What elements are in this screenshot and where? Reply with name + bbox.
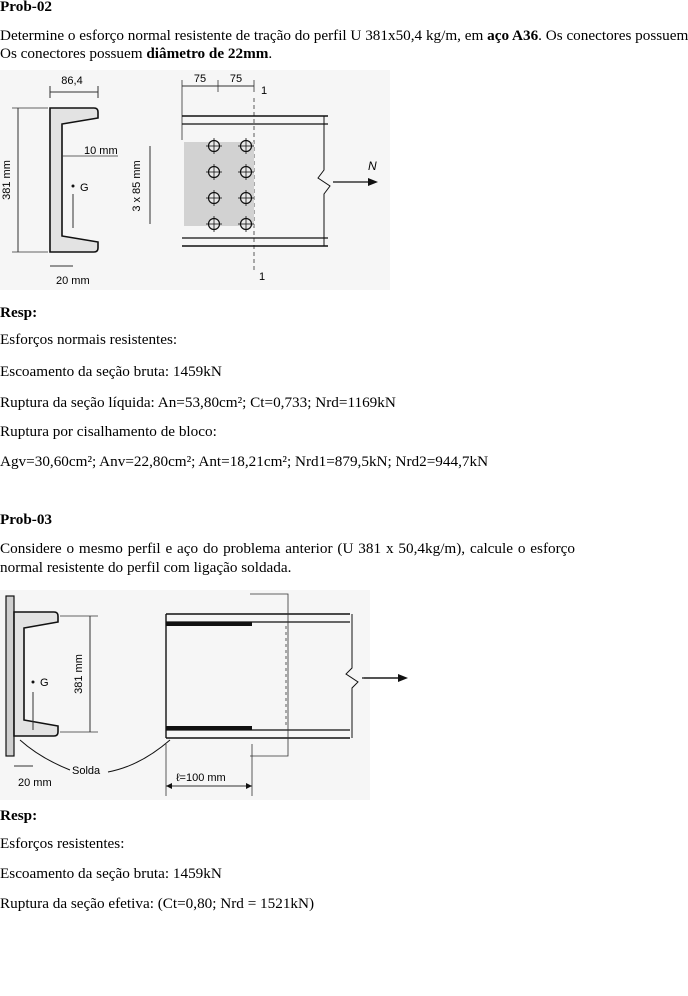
prob02-resp-line: Ruptura por cisalhamento de bloco: bbox=[0, 423, 217, 440]
prob02-channel-section-figure bbox=[0, 70, 130, 290]
dim-flange-width: 86,4 bbox=[61, 75, 83, 87]
dim-web-thickness: 10 mm bbox=[84, 145, 118, 157]
dim-bolt-spacing-2: 75 bbox=[229, 73, 243, 85]
centroid-label-2: G bbox=[40, 677, 49, 689]
prob02-title: Prob-02 bbox=[0, 0, 53, 15]
prob03-force-arrow bbox=[362, 670, 412, 686]
dim-centroid-offset-2: 20 mm bbox=[18, 777, 52, 789]
prob02-resp-line: Esforços normais resistentes: bbox=[0, 331, 178, 348]
prob03-resp-line: Escoamento da seção bruta: 1459kN bbox=[0, 865, 222, 882]
prob03-statement: Considere o mesmo perfil e aço do problema anterior (U 381 x 50,4kg/m), calcule o esforço normal resistente do perfil com ligação soldada. bbox=[0, 540, 575, 576]
prob03-welded-connection-figure bbox=[0, 590, 370, 800]
prob02-bolt-diameter: diâmetro de 22mm bbox=[146, 45, 269, 62]
prob02-bolted-connection-figure bbox=[128, 70, 390, 290]
prob03-resp-line: Esforços resistentes: bbox=[0, 835, 125, 852]
centroid-label: G bbox=[80, 182, 89, 194]
prob02-statement-line2: Os conectores possuem diâmetro de 22mm. bbox=[0, 45, 273, 62]
prob02-statement-line1 bbox=[0, 26, 688, 45]
prob02-statement-text2: . Os conectores possuem bbox=[538, 27, 688, 44]
prob02-resp-line: Agv=30,60cm²; Anv=22,80cm²; Ant=18,21cm²; Nrd1=879,5kN; Nrd2=944,7kN bbox=[0, 453, 489, 470]
force-label: N bbox=[368, 159, 377, 173]
weld-label: Solda bbox=[72, 765, 101, 777]
prob02-resp-title: Resp: bbox=[0, 304, 38, 321]
prob02-resp-line: Ruptura da seção líquida: An=53,80cm²; Ct=0,733; Nrd=1169kN bbox=[0, 394, 396, 411]
prob02-steel-grade: aço A36 bbox=[487, 27, 539, 44]
section-mark-top: 1 bbox=[261, 85, 268, 97]
prob02-statement-end: . bbox=[268, 45, 273, 62]
dim-bolt-rows: 3 x 85 mm bbox=[131, 160, 143, 212]
prob03-title: Prob-03 bbox=[0, 511, 53, 528]
prob02-resp-line: Escoamento da seção bruta: 1459kN bbox=[0, 363, 222, 380]
prob02-statement-text1: Determine o esforço normal resistente de tração do perfil U 381x50,4 kg/m, em bbox=[0, 27, 488, 44]
dim-bolt-spacing-1: 75 bbox=[193, 73, 207, 85]
dim-section-height-2: 381 mm bbox=[73, 654, 85, 694]
dim-weld-length: ℓ=100 mm bbox=[176, 772, 226, 784]
dim-section-height: 381 mm bbox=[1, 160, 13, 200]
prob03-resp-title: Resp: bbox=[0, 807, 38, 824]
section-mark-bottom: 1 bbox=[259, 271, 266, 283]
dim-centroid-offset: 20 mm bbox=[56, 275, 90, 287]
prob03-resp-line: Ruptura da seção efetiva: (Ct=0,80; Nrd = 1521kN) bbox=[0, 895, 315, 912]
